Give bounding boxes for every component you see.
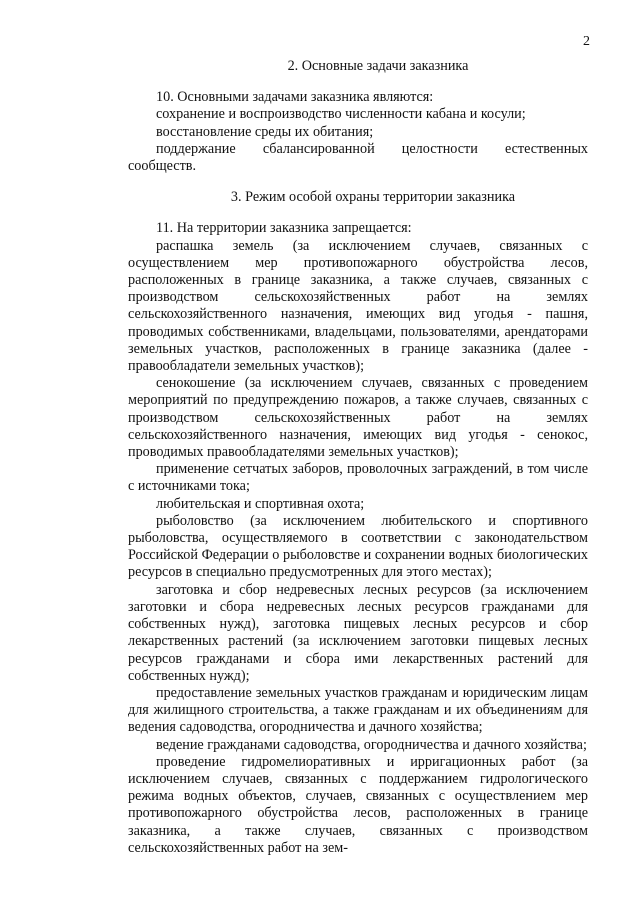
paragraph: заготовка и сбор недревесных лесных ресурсов (за исключением заготовки и сбора недревесных лесных ресурсов гражданами для собственных нужд), заготовка пищевых лесных ресурсов и сбор лекарственных растений (за исключением заготовки пищевых лесных ресурсов гражданами и сбора ими лекарственных растений для собственных нужд);: [128, 581, 588, 684]
paragraph: распашка земель (за исключением случаев, связанных с осуществлением мер противопожарного обустройства лесов, расположенных в границе заказника, а также случаев, связанных с производством сельскохозяйственных работ на землях сельскохозяйственного назначения, имеющих вид угодья - пашня, проводимых собственниками, владельцами, пользователями, арендаторами земельных участков, расположенных в границе заказника (далее - правообладатели земельных участков);: [128, 237, 588, 375]
paragraph: ведение гражданами садоводства, огородничества и дачного хозяйства;: [156, 736, 587, 753]
section-heading-regime: 3. Режим особой охраны территории заказника: [230, 189, 516, 206]
paragraph: проведение гидромелиоративных и ирригационных работ (за исключением случаев, связанных с поддержанием гидрологического режима водных объектов, случаев, связанных с осуществлением мер противопожарного обустройства лесов, расположенных в границе заказника, а также случаев, связанных с производством сельскохозяйственных работ на зем-: [128, 753, 588, 856]
paragraph: предоставление земельных участков гражданам и юридическим лицам для жилищного строительства, а также гражданам и их объединениям для ведения садоводства, огородничества и дачного хозяйства;: [128, 684, 588, 736]
document-body: [128, 58, 588, 857]
paragraph: 10. Основными задачами заказника являются:: [156, 89, 434, 106]
paragraph: 11. На территории заказника запрещается:: [156, 220, 412, 237]
page-number: 2: [583, 34, 590, 49]
paragraph: рыболовство (за исключением любительского и спортивного рыболовства, осуществляемого в соответствии с законодательством Российской Федерации о рыболовстве и сохранении водных биологических ресурсов в специально предусмотренных для этого местах);: [128, 512, 588, 581]
paragraph: восстановление среды их обитания;: [156, 123, 374, 140]
section-heading-tasks: 2. Основные задачи заказника: [287, 58, 469, 74]
paragraph: любительская и спортивная охота;: [156, 495, 365, 512]
paragraph: сенокошение (за исключением случаев, связанных с проведением мероприятий по предупреждению пожаров, а также случаев, связанных с производством сельскохозяйственных работ на землях сельскохозяйственного назначения, имеющих вид угодья - сенокос, проводимых правообладателями земельных участков);: [128, 375, 588, 461]
paragraph: применение сетчатых заборов, проволочных заграждений, в том числе с источниками тока;: [128, 461, 588, 495]
paragraph: поддержание сбалансированной целостности естественных сообществ.: [128, 140, 588, 175]
paragraph: сохранение и воспроизводство численности кабана и косули;: [156, 106, 526, 123]
